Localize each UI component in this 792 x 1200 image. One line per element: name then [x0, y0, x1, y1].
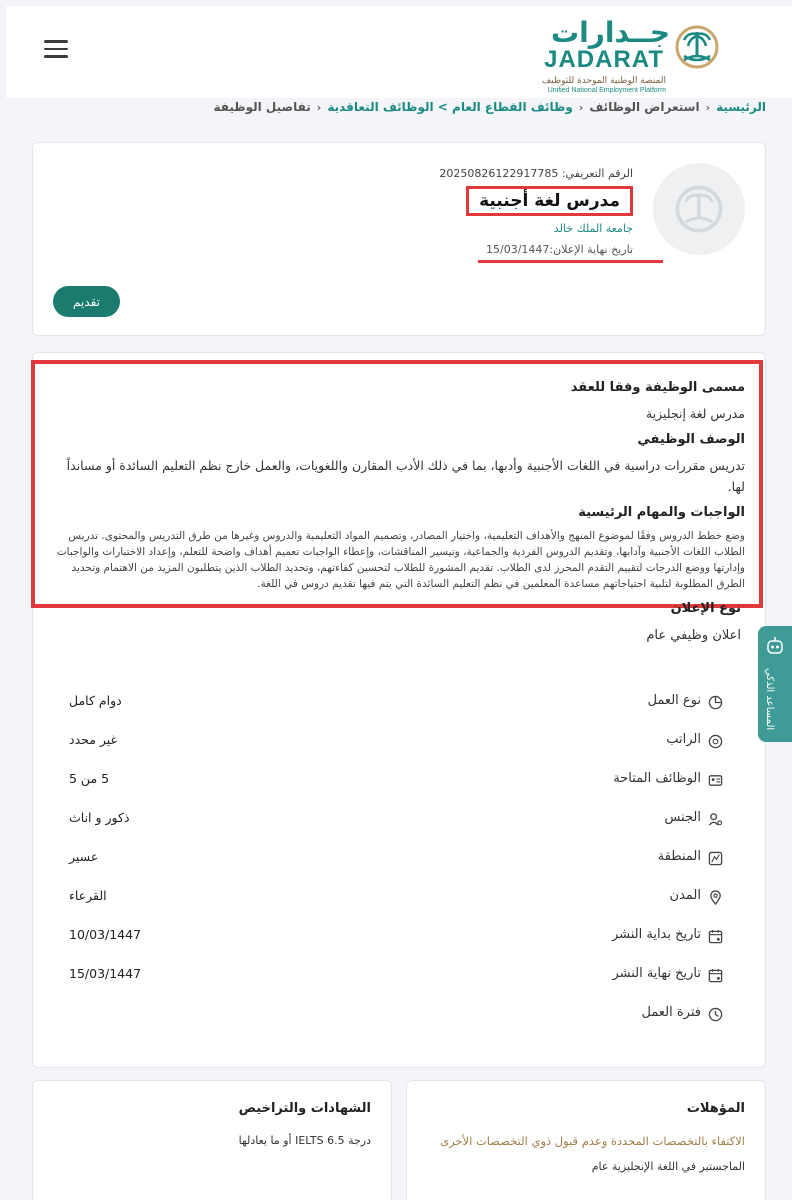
jadarat-logo[interactable]	[541, 16, 718, 96]
calendar-end-icon	[707, 967, 723, 983]
id-card-icon	[707, 772, 723, 788]
field-gender	[31, 808, 765, 832]
field-value: غير محدد	[69, 732, 118, 747]
pie-chart-icon	[707, 694, 723, 710]
field-openings	[31, 769, 765, 793]
contract-title: مدرس لغة إنجليزية	[645, 406, 745, 421]
qualifications-note: الاكتفاء بالتخصصات المحددة وعدم قبول ذوي التخصصات الأخرى	[440, 1134, 745, 1148]
logo-subtitle-en: Unified National Employment Platform	[547, 87, 666, 94]
field-publish-start	[31, 925, 765, 949]
field-label: تاريخ بداية النشر	[611, 927, 701, 942]
breadcrumb-home[interactable]: الرئيسية	[716, 100, 766, 114]
logo-english: JADARAT	[544, 46, 664, 73]
certificate-item: درجة IELTS 6.5 أو ما يعادلها	[238, 1134, 371, 1147]
description-text: تدريس مقررات دراسية في اللغات الأجنبية وأدبها، بما في ذلك الأدب المقارن واللغويات، والعمل خارج نظم التعليم السائدة أو مسانداً لها.	[66, 458, 745, 494]
breadcrumb-browse[interactable]: استعراض الوظائف	[589, 100, 700, 114]
field-value: 5 من 5	[69, 771, 110, 786]
palm-swords-emblem-icon	[672, 22, 722, 72]
breadcrumb-current: تفاصيل الوظيفة	[213, 100, 311, 114]
field-salary	[31, 730, 765, 754]
field-value: عسير	[69, 849, 99, 864]
duties-label: الواجبات والمهام الرئيسية	[578, 505, 745, 520]
money-icon	[707, 733, 723, 749]
field-value: 10/03/1447	[69, 927, 142, 942]
field-label: الوظائف المتاحة	[613, 771, 701, 786]
calendar-start-icon	[707, 928, 723, 944]
qualifications-card	[406, 1080, 766, 1200]
breadcrumb-public[interactable]: وظائف القطاع العام > الوظائف التعاقدية	[327, 100, 573, 114]
field-label: الجنس	[664, 810, 701, 825]
job-summary-card	[32, 142, 766, 336]
breadcrumb	[213, 100, 766, 114]
employer-name[interactable]: جامعة الملك خالد	[553, 222, 633, 235]
field-work-period	[31, 1003, 765, 1027]
field-publish-end	[31, 964, 765, 988]
field-label: فترة العمل	[641, 1005, 701, 1020]
field-work-type	[31, 691, 765, 715]
ref-label: الرقم التعريفي:	[561, 167, 633, 180]
field-label: المنطقة	[657, 849, 701, 864]
field-label: نوع العمل	[647, 693, 701, 708]
hamburger-menu-icon[interactable]	[44, 40, 68, 60]
ref-value: 20250826122917785	[439, 167, 559, 180]
qualifications-title: المؤهلات	[686, 1101, 745, 1116]
assistant-label: المساعد الذكي	[764, 668, 775, 731]
location-pin-icon	[707, 889, 723, 905]
emblem-placeholder-icon	[669, 179, 729, 239]
field-value: ذكور و اناث	[69, 810, 130, 825]
certificates-title: الشهادات والتراخيص	[238, 1101, 371, 1116]
apply-button[interactable]: تقديم	[53, 286, 120, 317]
field-label: المدن	[669, 888, 701, 903]
qualification-item: الماجستير في اللغة الإنجليزية عام	[591, 1160, 745, 1173]
region-icon	[707, 850, 723, 866]
job-title: مدرس لغة أجنبية	[466, 186, 633, 216]
field-region	[31, 847, 765, 871]
field-label: الراتب	[666, 732, 701, 747]
job-description-box	[31, 360, 763, 608]
job-details-card	[32, 352, 766, 1068]
assistant-robot-icon	[766, 636, 784, 658]
employer-avatar	[653, 163, 745, 255]
announcement-deadline: تاريخ نهاية الإعلان:15/03/1447	[478, 243, 663, 263]
logo-arabic: جــدارات	[551, 16, 670, 49]
field-value: 15/03/1447	[69, 966, 142, 981]
field-value: القرعاء	[69, 888, 107, 903]
announcement-type-label: نوع الإعلان	[670, 601, 741, 616]
top-header	[6, 6, 792, 98]
chevron-left-icon: ‹	[705, 100, 711, 114]
announcement-type-value: اعلان وظيفي عام	[646, 628, 741, 643]
gender-icon	[707, 811, 723, 827]
clock-icon	[707, 1006, 723, 1022]
field-value: دوام كامل	[69, 693, 122, 708]
field-cities	[31, 886, 765, 910]
chevron-left-icon: ‹	[578, 100, 584, 114]
duties-text: وضع خطط الدروس وفقًا لموضوع المنهج والأهداف التعليمية، واختيار المصادر، وتصميم المواد التعليمية والدروس وغيرها من طرق التدريس والمحتوى. تدريس الطلاب اللغات الأجنبية وآدابها، وتقديم الدروس الفردية والجماعية، وتيسير المناقشات، وإعطاء الواجبات تعميم أهداف واضحة للتعلم، وإعداد الاختبارات والواجبات وإدارتها ووضع الدرجات لتقييم التقدم المحرز لدى الطلاب. تقديم المشورة للطلاب لتحسين كفاءتهم، وتحديد الطلاب الذين يتطلبون المزيد من الاهتمام وتحديد الطرق المطلوبة لتلبية احتياجاتهم مساعدة المعلمين في نظم التعليم السائدة التي يتم فيها تقديم دروس في اللغة.	[56, 530, 745, 590]
certificates-card	[32, 1080, 392, 1200]
chevron-left-icon: ‹	[316, 100, 322, 114]
job-meta	[439, 167, 633, 263]
field-label: تاريخ نهاية النشر	[612, 966, 701, 981]
contract-title-label: مسمى الوظيفة وفقا للعقد	[570, 380, 745, 395]
logo-subtitle-ar: المنصة الوطنية الموحدة للتوظيف	[541, 76, 666, 86]
description-label: الوصف الوظيفي	[637, 432, 745, 447]
announcement-type	[646, 601, 741, 643]
smart-assistant-tab[interactable]	[758, 626, 792, 742]
job-ref	[439, 167, 633, 180]
